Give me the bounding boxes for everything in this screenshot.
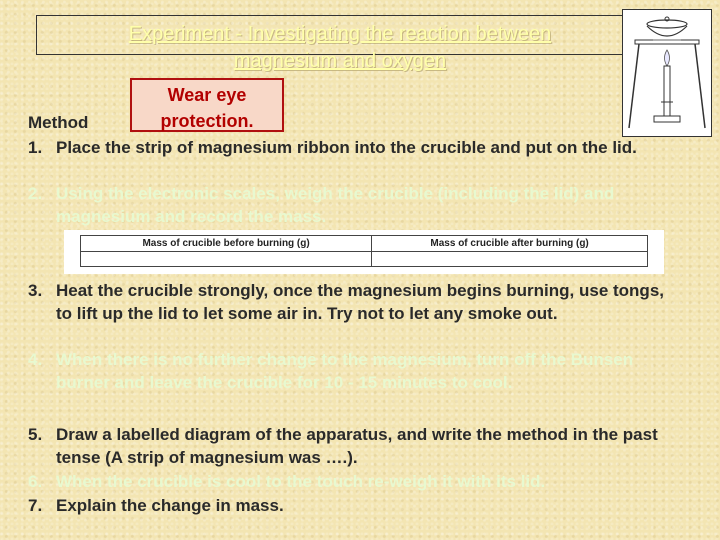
step-number: 5. bbox=[28, 425, 43, 444]
title-line-1: Experiment - Investigating the reaction between bbox=[128, 23, 552, 45]
step-4 bbox=[28, 348, 678, 394]
step-7 bbox=[28, 494, 678, 517]
table-row bbox=[81, 252, 648, 267]
page-title bbox=[40, 21, 640, 75]
step-2 bbox=[28, 182, 678, 228]
step-5 bbox=[28, 423, 678, 469]
step-text: When the crucible is cool to the touch re-weigh it with its lid. bbox=[56, 472, 546, 491]
step-text: Place the strip of magnesium ribbon into the crucible and put on the lid. bbox=[56, 138, 637, 157]
table-cell-after bbox=[372, 252, 648, 267]
step-text: Draw a labelled diagram of the apparatus, and write the method in the past tense (A strip of magnesium was ….). bbox=[56, 425, 658, 467]
step-text: Heat the crucible strongly, once the magnesium begins burning, use tongs, to lift up the lid to let some air in. Try not to let any smoke out. bbox=[56, 281, 664, 323]
step-number: 1. bbox=[28, 138, 43, 157]
step-number: 3. bbox=[28, 281, 43, 300]
step-number: 6. bbox=[28, 472, 43, 491]
step-6 bbox=[28, 470, 678, 493]
step-number: 2. bbox=[28, 184, 43, 203]
step-1 bbox=[28, 136, 678, 159]
table-header-after: Mass of crucible after burning (g) bbox=[372, 236, 648, 252]
tripod-top-icon bbox=[635, 40, 699, 44]
bunsen-burner-icon bbox=[664, 66, 670, 116]
step-text: When there is no further change to the magnesium, turn off the Bunsen burner and leave the crucible for 10 - 15 minutes to cool. bbox=[56, 350, 634, 392]
step-number: 7. bbox=[28, 496, 43, 515]
mass-table-panel bbox=[64, 230, 664, 274]
flame-icon bbox=[665, 50, 670, 66]
step-3 bbox=[28, 279, 678, 325]
step-text: Using the electronic scales, weigh the crucible (including the lid) and magnesium and record the mass. bbox=[56, 184, 615, 226]
title-line-2: magnesium and oxygen bbox=[233, 50, 447, 72]
step-text: Explain the change in mass. bbox=[56, 496, 284, 515]
warning-line-1: Wear eye bbox=[167, 85, 247, 105]
table-header-row bbox=[81, 236, 648, 252]
bunsen-burner-tripod-image bbox=[622, 9, 712, 137]
mass-table bbox=[80, 235, 648, 267]
table-header-before: Mass of crucible before burning (g) bbox=[81, 236, 372, 252]
warning-line-2: protection. bbox=[160, 111, 254, 131]
method-heading: Method bbox=[28, 113, 89, 132]
table-cell-before bbox=[81, 252, 372, 267]
step-number: 4. bbox=[28, 350, 43, 369]
eye-protection-warning bbox=[130, 78, 284, 132]
